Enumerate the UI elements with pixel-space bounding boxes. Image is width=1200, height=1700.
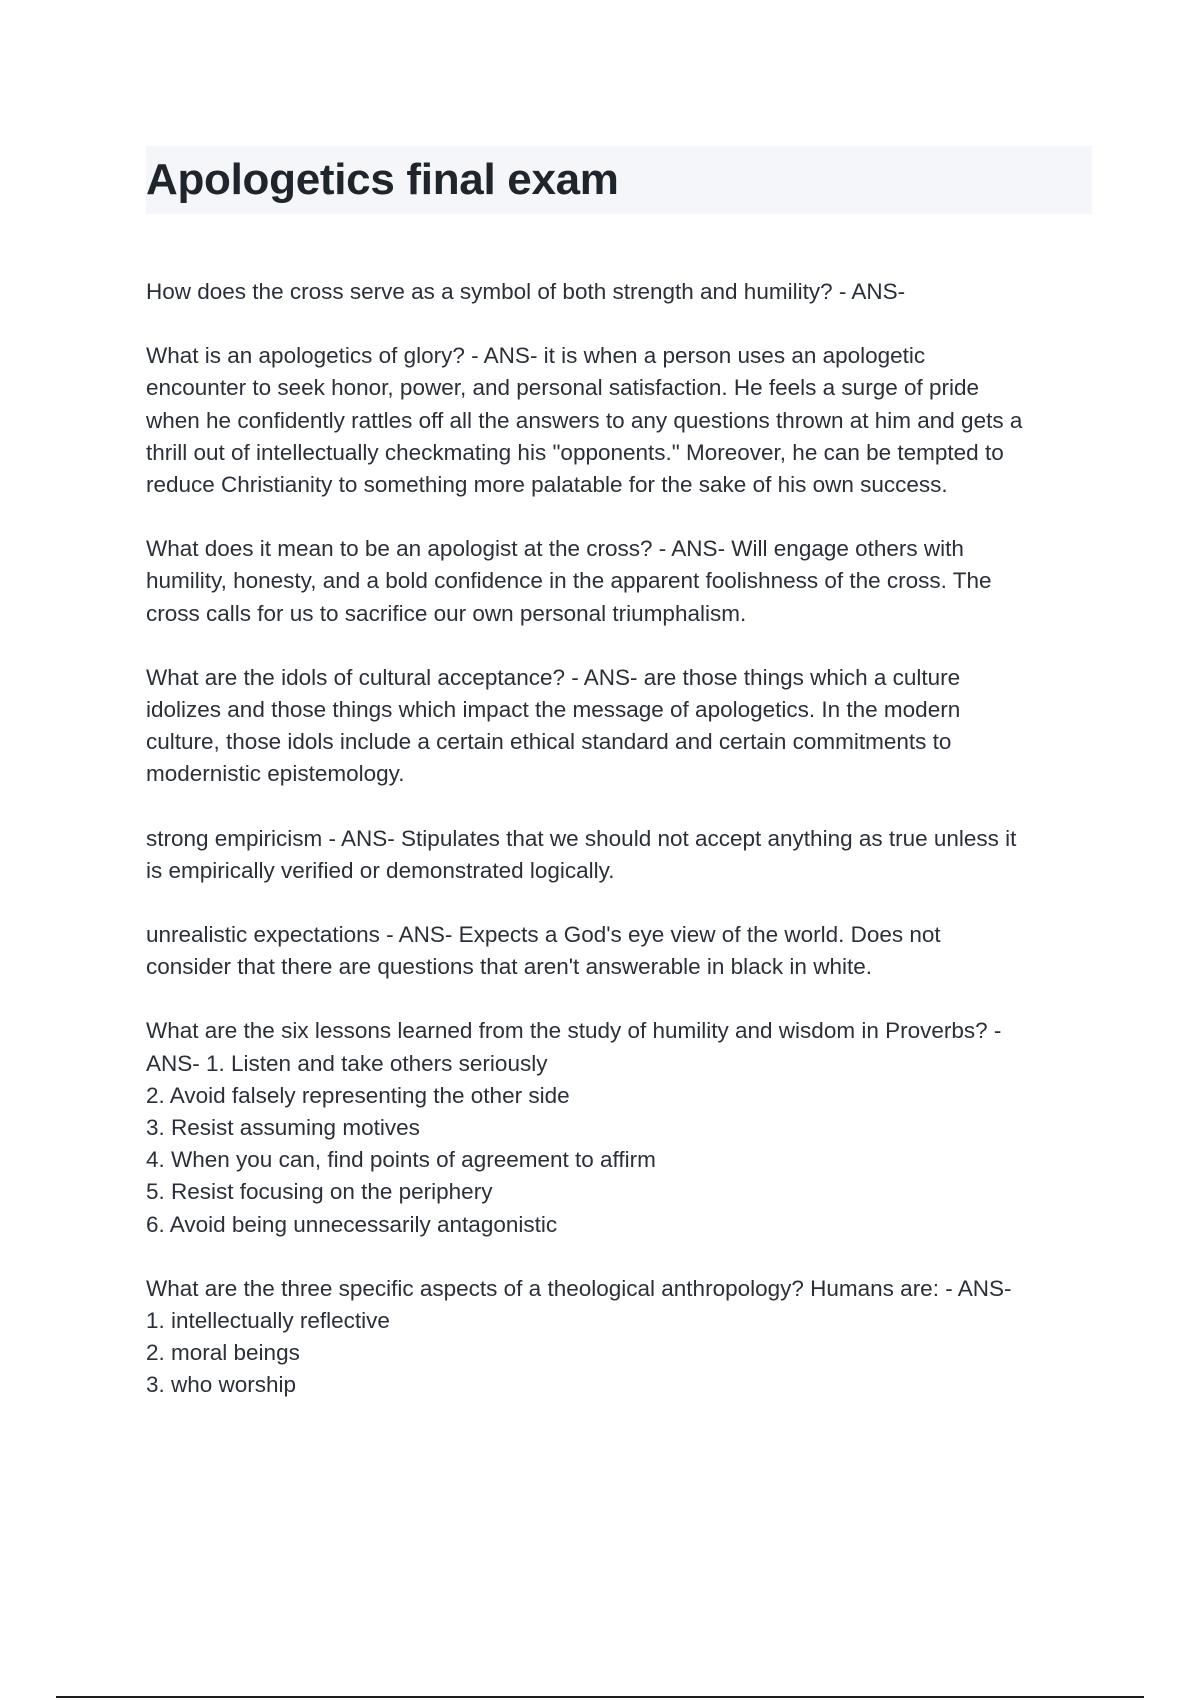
qa-list-item: 6. Avoid being unnecessarily antagonistic: [146, 1211, 558, 1237]
qa-entry: [146, 823, 1092, 887]
qa-entry: [146, 276, 1092, 308]
qa-line: modernistic epistemology.: [146, 761, 405, 787]
qa-entry: [146, 1273, 1092, 1402]
qa-entry: [146, 662, 1092, 791]
qa-line: What are the idols of cultural acceptance? - ANS- are those things which a culture: [146, 664, 961, 690]
qa-line: humility, honesty, and a bold confidence in the apparent foolishness of the cross. The: [146, 568, 992, 594]
qa-list-item: 3. Resist assuming motives: [146, 1115, 420, 1141]
qa-list-item: 4. When you can, find points of agreement to affirm: [146, 1147, 656, 1173]
qa-line: What are the six lessons learned from the study of humility and wisdom in Proverbs? -: [146, 1018, 1002, 1044]
qa-entry: [146, 340, 1092, 501]
qa-entry: [146, 1015, 1092, 1240]
qa-line: What does it mean to be an apologist at the cross? - ANS- Will engage others with: [146, 536, 964, 562]
qa-line: is empirically verified or demonstrated logically.: [146, 857, 615, 883]
qa-entry: [146, 533, 1092, 630]
qa-line: culture, those idols include a certain ethical standard and certain commitments to: [146, 729, 952, 755]
qa-list-item: 1. intellectually reflective: [146, 1308, 390, 1334]
qa-list-item: 3. who worship: [146, 1372, 297, 1398]
qa-line: when he confidently rattles off all the answers to any questions thrown at him and gets a: [146, 407, 1023, 433]
page-title: Apologetics final exam: [146, 155, 619, 204]
qa-list-item: 2. moral beings: [146, 1340, 300, 1366]
qa-line: How does the cross serve as a symbol of both strength and humility? - ANS-: [146, 279, 906, 304]
qa-line: thrill out of intellectually checkmating his "opponents." Moreover, he can be tempted to: [146, 439, 1004, 465]
qa-line: cross calls for us to sacrifice our own personal triumphalism.: [146, 600, 747, 626]
qa-line: ANS- 1. Listen and take others seriously: [146, 1050, 548, 1076]
qa-line: unrealistic expectations - ANS- Expects a God's eye view of the world. Does not: [146, 922, 941, 948]
qa-list-item: 2. Avoid falsely representing the other side: [146, 1082, 570, 1108]
title-band: [146, 146, 1092, 214]
qa-line: What are the three specific aspects of a theological anthropology? Humans are: - ANS-: [146, 1275, 1012, 1301]
document-page: [146, 146, 1092, 1434]
qa-line: encounter to seek honor, power, and personal satisfaction. He feels a surge of pride: [146, 375, 980, 401]
qa-line: reduce Christianity to something more palatable for the sake of his own success.: [146, 472, 948, 498]
qa-list: [146, 276, 1092, 1402]
qa-list-item: 5. Resist focusing on the periphery: [146, 1179, 493, 1205]
qa-entry: [146, 919, 1092, 983]
bottom-rule: [56, 1696, 1144, 1698]
qa-line: idolizes and those things which impact the message of apologetics. In the modern: [146, 697, 961, 723]
qa-line: strong empiricism - ANS- Stipulates that we should not accept anything as true unless it: [146, 825, 1017, 851]
qa-line: consider that there are questions that aren't answerable in black in white.: [146, 954, 872, 980]
qa-line: What is an apologetics of glory? - ANS- it is when a person uses an apologetic: [146, 343, 926, 369]
